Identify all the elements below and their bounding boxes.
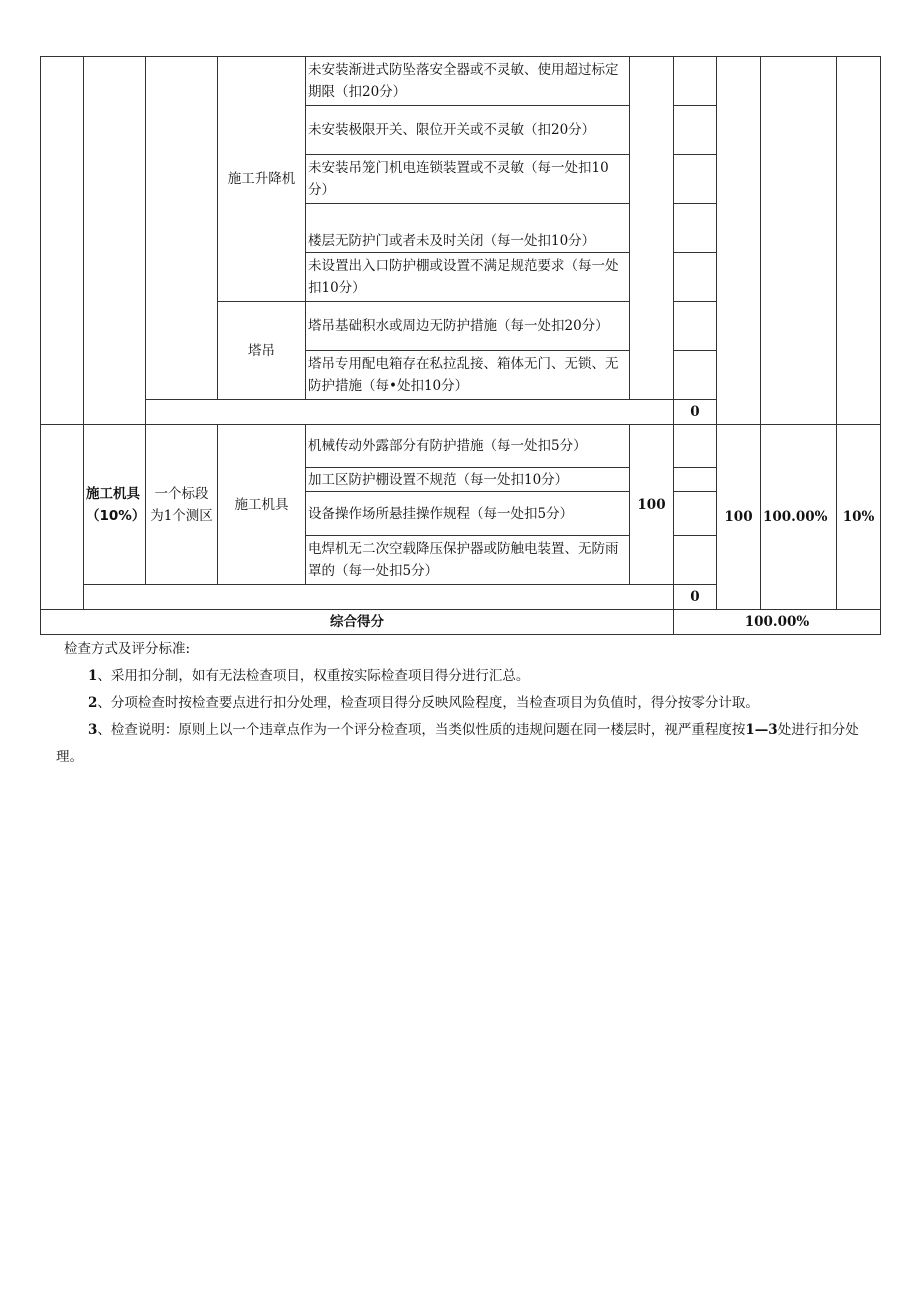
deduction-cell [674, 468, 717, 492]
check-item: 未安装吊笼门机电连锁装置或不灵敏（每一处扣10分） [306, 155, 630, 204]
blank-cell [146, 400, 674, 425]
note-1: 1、采用扣分制，如有无法检查项目，权重按实际检查项目得分进行汇总。 [88, 668, 530, 684]
device-machinery: 施工机具 [218, 425, 306, 585]
total-value: 100.00% [674, 610, 881, 635]
deduction-cell [674, 106, 717, 155]
note-3: 3、检查说明：原则上以一个违章点作为一个评分检查项，当类似性质的违规问题在同一楼层时，视严重程度按1—3处进行扣分处理。 [56, 722, 859, 765]
score-cell [717, 57, 761, 425]
full-score-value: 100 [630, 425, 674, 585]
check-item: 未安装渐进式防坠落安全器或不灵敏、使用超过标定期限（扣20分） [306, 57, 630, 106]
deduction-cell [674, 155, 717, 204]
total-label: 综合得分 [41, 610, 674, 635]
subtotal-value: 0 [674, 585, 717, 610]
score-value: 100 [717, 425, 761, 610]
category-machinery: 施工机具（10%） [84, 425, 146, 585]
note-2: 2、分项检查时按检查要点进行扣分处理，检查项目得分反映风险程度，当检查项目为负值时，得分按零分计取。 [88, 695, 759, 711]
deduction-cell [674, 204, 717, 253]
check-item: 未设置出入口防护棚或设置不满足规范要求（每一处扣10分） [306, 253, 630, 302]
check-item: 机械传动外露部分有防护措施（每一处扣5分） [306, 425, 630, 468]
blank-cell [146, 57, 218, 400]
weight-value: 10% [837, 425, 881, 610]
notes-heading: 检查方式及评分标准: [64, 641, 191, 657]
percent-value: 100.00% [761, 425, 837, 610]
blank-cell [84, 585, 674, 610]
check-item: 楼层无防护门或者未及时关闭（每一处扣10分） [306, 204, 630, 253]
check-item: 电焊机无二次空载降压保护器或防触电装置、无防雨罩的（每一处扣5分） [306, 536, 630, 585]
blank-cell [41, 57, 84, 425]
check-item: 未安装极限开关、限位开关或不灵敏（扣20分） [306, 106, 630, 155]
total-row [41, 610, 881, 635]
device-hoist: 施工升降机 [218, 57, 306, 302]
table-row [41, 57, 881, 106]
weight-cell [837, 57, 881, 425]
percent-cell [761, 57, 837, 425]
blank-cell [41, 425, 84, 610]
deduction-cell [674, 302, 717, 351]
deduction-cell [674, 536, 717, 585]
deduction-cell [674, 492, 717, 536]
full-score-cell [630, 57, 674, 400]
check-item: 设备操作场所悬挂操作规程（每一处扣5分） [306, 492, 630, 536]
check-item: 塔吊专用配电箱存在私拉乱接、箱体无门、无锁、无防护措施（每•处扣10分） [306, 351, 630, 400]
check-item: 塔吊基础积水或周边无防护措施（每一处扣20分） [306, 302, 630, 351]
scope-cell: 一个标段为1个测区 [146, 425, 218, 585]
device-tower-crane: 塔吊 [218, 302, 306, 400]
deduction-cell [674, 351, 717, 400]
deduction-cell [674, 425, 717, 468]
scoring-notes [56, 636, 876, 771]
deduction-cell [674, 253, 717, 302]
subtotal-value: 0 [674, 400, 717, 425]
table-row [41, 425, 881, 468]
inspection-table [40, 56, 881, 635]
blank-cell [84, 57, 146, 425]
check-item: 加工区防护棚设置不规范（每一处扣10分） [306, 468, 630, 492]
deduction-cell [674, 57, 717, 106]
